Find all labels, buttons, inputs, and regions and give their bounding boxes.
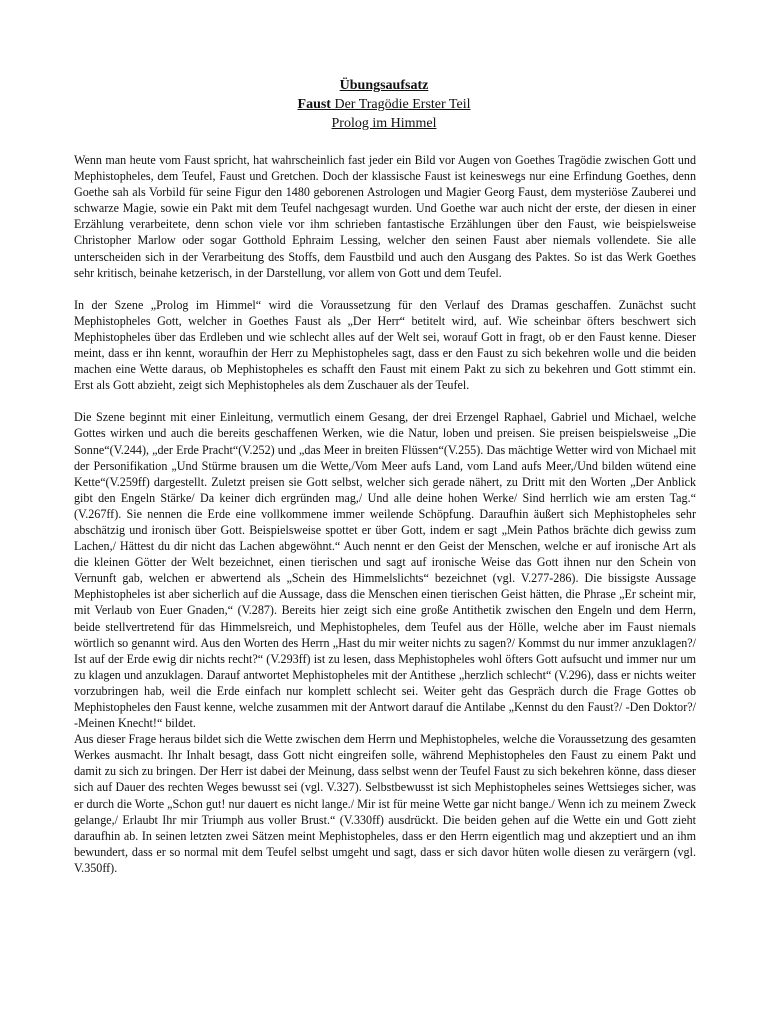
subtitle-work-title: Faust xyxy=(297,97,331,112)
scene-title: Prolog im Himmel xyxy=(331,116,437,131)
essay-body xyxy=(74,152,696,876)
paragraph-scene-analysis: Die Szene beginnt mit einer Einleitung, vermutlich einem Gesang, der drei Erzengel Raphael, Gabriel und Michael, welche Gottes wirken und auch die bereits geschaffenen Werken, wie die Natur, loben und preisen. Sie preisen beispielsweise „Die Sonne“(V.244), „der Erde Pracht“(V.252) und „das Meer in breiten Flüssen“(V.255). Das mächtige Wetter wird von Michael mit der Personifikation „Und Stürme brausen um die Wette,/Vom Meer aufs Land, vom Land aufs Meer,/Und bilden wütend eine Kette“(V.259ff) dargestellt. Zuletzt preisen sie Gott selbst, welcher sich gerade nähert, zu Dritt mit den Worten „Der Anblick gibt den Engeln Stärke/ Da keiner dich ergründen mag,/ Und alle deine hohen Werke/ Sind herrlich wie am ersten Tag.“ (V.267ff). Sie nennen die Erde eine vollkommene immer weilende Schöpfung. Daraufhin äußert sich Mephistopheles sehr abschätzig und ironisch über Gott. Beispielsweise spottet er über Gott, indem er sagt „Mein Pathos brächte dich gewiss zum Lachen,/ Hättest du dir nicht das Lachen abgewöhnt.“ Auch nennt er den Geist der Menschen, welche er auf ironische Art als die kleinen Götter der Welt bezeichnet, einen tierischen und sagt auf ironische Weise das Gott ihnen nur den Schein von Vernunft gab, welchen er abwertend als „Schein des Himmelslichts“ bezeichnet (vgl. V.277-286). Die bissigste Aussage Mephistopheles ist aber sicherlich auf die Aussage, dass die Menschen einen tierischen Geist hätten, die Phrase „Er scheint mir, mit Verlaub von Euer Gnaden,“ (V.287). Bereits hier zeigt sich eine große Antithetik zwischen den Engeln und dem Herrn, beide stellvertretend für das Himmelsreich, und Mephistopheles, dem Teufel aus der Hölle, welche aber im Faust niemals wörtlich so genannt wird. Aus den Worten des Herrn „Hast du mir weiter nichts zu sagen?/ Kommst du nur immer anzuklagen?/ Ist auf der Erde ewig dir nichts recht?“ (V.293ff) ist zu lesen, dass Mephistopheles wohl öfters Gott aufsucht und immer nur um zu klagen und anzuklagen. Darauf antwortet Mephistopheles mit der Antithese „herzlich schlecht“ (V.296), dass er nichts weiter vorzubringen hab, weil die Erde einfach nur komplett schlecht sei. Weiter geht das Gespräch durch die Frage Gottes ob Mephistopheles den Faust kenne, welche zusammen mit der Antwort darauf die Antilabe „Kennst du den Faust?/ -Den Doktor?/ -Meinen Knecht!“ bildet. xyxy=(74,410,696,731)
document-header xyxy=(0,76,768,133)
document-subtitle xyxy=(0,95,768,114)
paragraph-wager: Aus dieser Frage heraus bildet sich die Wette zwischen dem Herrn und Mephistopheles, welche die Voraussetzung des gesamten Werkes ausmacht. Ihr Inhalt besagt, dass Gott nicht eingreifen solle, während Mephistopheles den Faust zu einem Pakt und damit zu sich zu bringen. Der Herr ist dabei der Meinung, dass selbst wenn der Teufel Faust zu sich bekehren könne, dass dieser sich auf Dauer des rechten Weges bewusst sei (vgl. V.327). Selbstbewusst ist sich Mephistopheles seines Wettsieges sicher, was er durch die Worte „Schon gut! nur dauert es nicht lange./ Mir ist für meine Wette gar nicht bange./ Wenn ich zu meinem Zweck gelange,/ Erlaubt Ihr mir Triumph aus voller Brust.“ (V.330ff) ausdrückt. Die beiden gehen auf die Wette ein und Gott zieht daraufhin ab. In seinen letzten zwei Sätzen meint Mephistopheles, dass er den Herrn eigentlich mag und akzeptiert und an ihm bewundert, dass er so normal mit dem Teufel selbst umgeht und sagt, dass er sich davor hüten wolle diesen zu verärgern (vgl. V.350ff). xyxy=(74,732,696,875)
paragraph-intro: Wenn man heute vom Faust spricht, hat wahrscheinlich fast jeder ein Bild vor Augen von Goethes Tragödie zwischen Gott und Mephistopheles, dem Teufel, Faust und Gretchen. Doch der klassische Faust ist keineswegs nur eine Erfindung Goethes, denn Goethe sah als Vorbild für seine Figur den 1480 geborenen Astrologen und Magier Georg Faust, dem mysteriöse Zauberei und schwarze Magie, sowie ein Pakt mit dem Teufel nachgesagt wurden. Und Goethe war auch nicht der erste, der diesen in einer Erzählung verarbeitete, denn schon viele vor ihm schrieben fantastische Erzählungen über den Faust, wie beispielsweise Christopher Marlow oder sogar Gotthold Ephraim Lessing, welcher den seinen Faust aber niemals vollendete. Sie alle unterscheiden sich in der Verarbeitung des Stoffs, dem Faustbild und auch den Ausgang des Paktes. So ist das Werk Goethes sehr kritisch, beinahe ketzerisch, in der Darstellung, vor allem von Gott und dem Teufel. xyxy=(74,153,696,280)
paragraph-scene-summary: In der Szene „Prolog im Himmel“ wird die Voraussetzung für den Verlauf des Dramas geschaffen. Zunächst sucht Mephistopheles Gott, welcher in Goethes Faust als „Der Herr“ betitelt wird, auf. Wie scheinbar öfters beschwert sich Mephistopheles über das Erdleben und wie schlecht alles auf der Welt sei, worauf Gott in fragt, ob er den Faust kenne. Dieser meint, dass er ihn kennt, woraufhin der Herr zu Mephistopheles sagt, dass er den Faust zu sich bekehren wolle und die beiden machen eine Wette daraus, ob Mephistopheles es schafft den Faust mit einem Pakt zu sich zu bekehren und Gott stimmt ein. Erst als Gott abzieht, zeigt sich Mephistopheles als dem Zuschauer als der Teufel. xyxy=(74,297,696,393)
document-title: Übungsaufsatz xyxy=(339,78,429,93)
subtitle-part: Der Tragödie Erster Teil xyxy=(330,97,471,112)
